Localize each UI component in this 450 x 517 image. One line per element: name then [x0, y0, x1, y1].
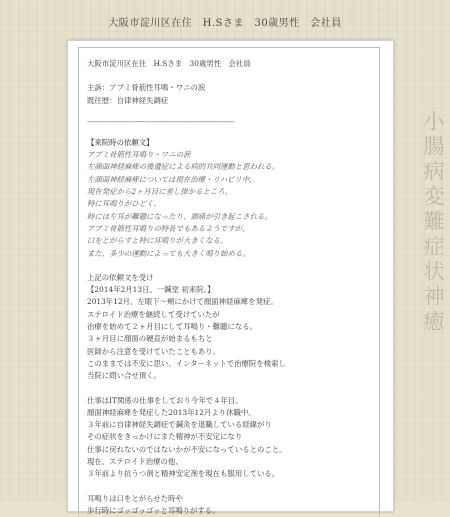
diagnosis: 既往歴：自律神経失調症: [87, 95, 169, 105]
chief-complaint-value: アブミ骨筋性耳鳴・ワニの涙: [109, 83, 206, 93]
request-line: アブミ骨筋性耳鳴りの特長でもあるようですが、: [87, 223, 250, 233]
request-line: 特に耳鳴りがひどく、: [87, 199, 161, 209]
history-line: ステロイド治療を継続して受けていたが: [87, 309, 220, 319]
work-line: 顔面神経麻痺を発症した2013年12月より休職中。: [87, 407, 256, 417]
work-line: その症状をきっかけにまた精神が不安定になり: [87, 432, 243, 442]
request-block: [87, 149, 379, 260]
history-line: ３ヶ月目に顔面の硬直が始まるもちと: [87, 334, 213, 344]
page-title: 大阪市淀川区在住 H.Sさま 30歳男性 会社員: [108, 18, 342, 29]
request-line: 左顔面神経麻痺については現在治療・リハビリ中,: [87, 174, 252, 184]
visit-date: 【2014年2月13日、一鍼堂 初来院。】: [87, 285, 215, 295]
request-heading: 【来院時の依頼文】: [87, 137, 154, 147]
tinnitus-block: [87, 493, 379, 517]
request-line: アブミ骨筋性耳鳴り・ワニの涙: [87, 150, 191, 160]
request-line: 現在発症から2ヶ月目に差し掛かるところ。: [87, 187, 233, 197]
history-block: [87, 296, 379, 382]
testimonial-card: [78, 47, 380, 517]
chief-complaint: [87, 82, 379, 94]
history-line: このままでは不安に思い、インターネットで治療院を検索し: [87, 358, 286, 368]
request-line: 左顔面神経麻痺の後遺症による病的共同運動と思われる。: [87, 162, 280, 172]
background-calligraphy: 小腸病変難症状神癒: [421, 110, 445, 335]
history-line: 当院に問い合せ頂く。: [87, 371, 161, 381]
tinnitus-line: 歩行時にゴッゴッゴッと耳鳴りがする。: [87, 505, 220, 515]
history-line: 治療を始めて２ヶ月目にして耳鳴り・難聴になる。: [87, 322, 257, 332]
content-panel: [67, 40, 394, 515]
received-label: 上記の依頼文を受け: [87, 272, 154, 282]
request-line: 時には左耳が難聴になったり、頭痛が引き起こされる。: [87, 211, 272, 221]
card-heading: 大阪市淀川区在住 H.Sさま 30歳男性 会社員: [87, 59, 251, 68]
request-line: また、多少の運動によっても大きく鳴り始める。: [87, 248, 250, 258]
tinnitus-line: 耳鳴りは口をとがらせた時や: [87, 493, 183, 503]
history-line: 2013年12月、左眼下～頬にかけて顔面神経麻痺を発症。: [87, 297, 278, 307]
history-line: 医師から注意を受けていたこともあり、: [87, 346, 221, 356]
divider: -------------------------------------------------------------------: [87, 116, 235, 126]
work-line: 仕事に戻れないのではないかが不安になっているとのこと。: [87, 444, 287, 454]
request-line: 口をとがらすと特に耳鳴りが大きくなる。: [87, 236, 228, 246]
work-line: 仕事はIT関係の仕事をしており今年で４年目。: [87, 395, 243, 405]
work-line: ３年前より抗うつ剤と精神安定剤を現在も服用している。: [87, 469, 280, 479]
work-line: 現在、ステロイド治療の他、: [87, 457, 183, 467]
chief-complaint-label: 主訴：: [87, 83, 110, 93]
work-block: [87, 395, 379, 481]
work-line: ３年前に自律神経失調症で鍼灸を退職している経緯がり: [87, 420, 272, 430]
